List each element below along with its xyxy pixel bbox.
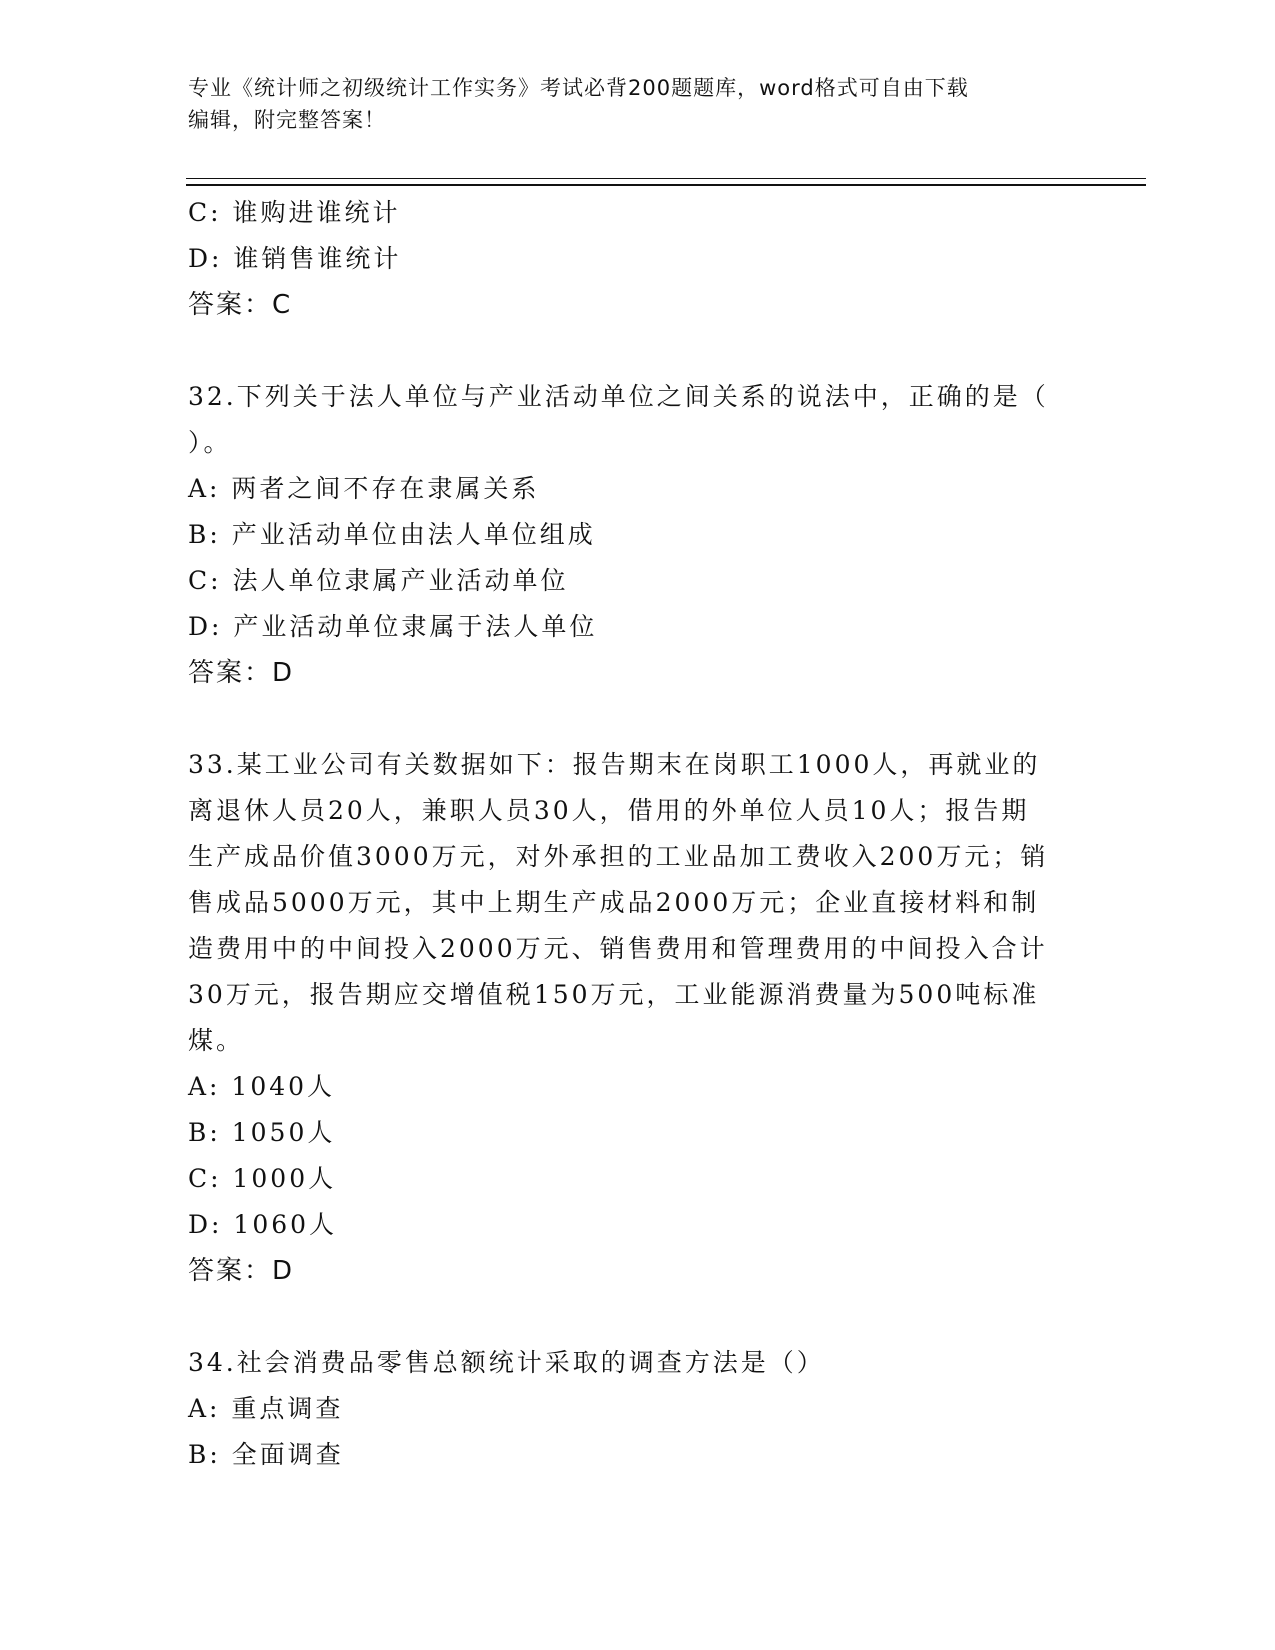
question-33 — [188, 742, 1088, 1294]
question-stem: 售成品5000万元，其中上期生产成品2000万元；企业直接材料和制 — [188, 888, 1040, 917]
spacer — [188, 1294, 1088, 1340]
answer-label: 答案：D — [188, 1256, 295, 1286]
question-stem: 33.某工业公司有关数据如下：报告期末在岗职工1000人，再就业的 — [188, 750, 1041, 779]
option-b: B: 1050人 — [188, 1118, 336, 1147]
option-d: D: 1060人 — [188, 1210, 338, 1239]
spacer — [188, 328, 1088, 374]
option-a: A: 两者之间不存在隶属关系 — [188, 474, 540, 503]
question-34 — [188, 1340, 1088, 1478]
question-stem: 煤。 — [188, 1026, 245, 1055]
question-32 — [188, 374, 1088, 696]
question-stem: 34.社会消费品零售总额统计采取的调查方法是（） — [188, 1348, 825, 1377]
option-d: D: 产业活动单位隶属于法人单位 — [188, 612, 598, 641]
option-d: D: 谁销售谁统计 — [188, 244, 402, 273]
question-stem: 32.下列关于法人单位与产业活动单位之间关系的说法中，正确的是（ — [188, 382, 1049, 411]
answer-label: 答案：C — [188, 290, 293, 320]
header-divider — [186, 178, 1146, 186]
option-a: A: 重点调查 — [188, 1394, 344, 1423]
option-c: C: 法人单位隶属产业活动单位 — [188, 566, 569, 595]
option-b: B: 全面调查 — [188, 1440, 344, 1469]
question-stem: 造费用中的中间投入2000万元、销售费用和管理费用的中间投入合计 — [188, 934, 1048, 963]
question-31 — [188, 190, 1088, 328]
header-line-2: 编辑，附完整答案！ — [188, 108, 386, 132]
spacer — [188, 696, 1088, 742]
header-line-1: 专业《统计师之初级统计工作实务》考试必背200题题库，word格式可自由下载 — [188, 76, 969, 100]
question-stem: 30万元，报告期应交增值税150万元，工业能源消费量为500吨标准 — [188, 980, 1040, 1009]
option-c: C: 1000人 — [188, 1164, 337, 1193]
document-body — [188, 190, 1088, 1478]
answer-label: 答案：D — [188, 658, 295, 688]
option-b: B: 产业活动单位由法人单位组成 — [188, 520, 596, 549]
page-header — [188, 72, 1088, 136]
question-stem: ）。 — [188, 428, 232, 457]
question-stem: 离退休人员20人，兼职人员30人，借用的外单位人员10人；报告期 — [188, 796, 1030, 825]
option-c: C: 谁购进谁统计 — [188, 198, 401, 227]
question-stem: 生产成品价值3000万元，对外承担的工业品加工费收入200万元；销 — [188, 842, 1049, 871]
option-a: A: 1040人 — [188, 1072, 336, 1101]
